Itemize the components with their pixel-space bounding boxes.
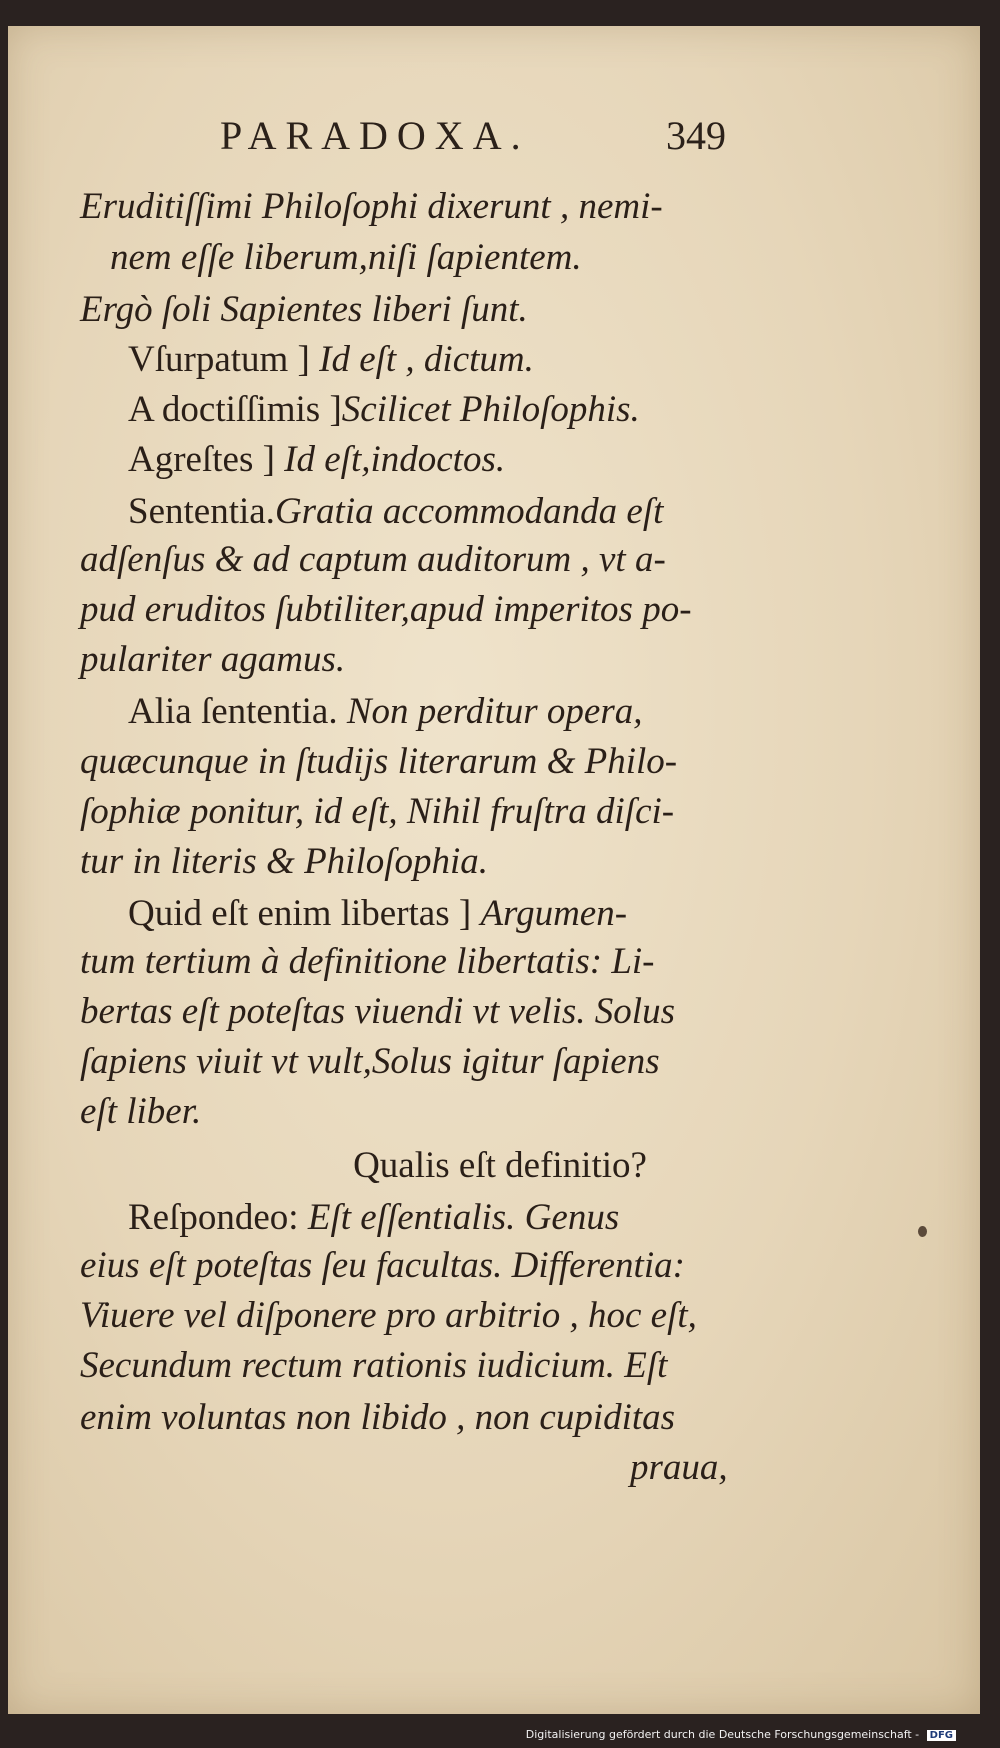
text-segment: Eruditiſſimi Philoſophi dixerunt , nemi- bbox=[80, 186, 663, 227]
text-line bbox=[80, 288, 528, 332]
text-segment: pulariter agamus. bbox=[80, 639, 346, 680]
text-segment: bertas eſt poteſtas viuendi vt velis. Solus bbox=[80, 991, 675, 1032]
running-title: PARADOXA. bbox=[220, 113, 530, 158]
text-segment: Viuere vel diſponere pro arbitrio , hoc eſt, bbox=[80, 1295, 697, 1336]
text-segment: A doctiſſimis ] bbox=[128, 389, 342, 430]
text-segment: praua, bbox=[630, 1447, 728, 1488]
text-segment: eius eſt poteſtas ſeu facultas. Differentia: bbox=[80, 1245, 685, 1286]
text-segment: ſophiæ ponitur, id eſt, Nihil fruſtra diſci- bbox=[80, 791, 675, 832]
text-segment: Alia ſententia. bbox=[128, 691, 347, 732]
text-segment: Eſt eſſentialis. Genus bbox=[307, 1197, 620, 1238]
text-line bbox=[80, 990, 675, 1034]
paper-blemish bbox=[918, 1226, 927, 1237]
text-segment: Agreſtes ] bbox=[128, 439, 285, 480]
text-segment: Gratia accommodanda eſt bbox=[274, 491, 664, 532]
text-segment: quæcunque in ſtudijs literarum & Philo- bbox=[80, 741, 678, 782]
text-line bbox=[128, 1196, 619, 1240]
text-segment: enim voluntas non libido , non cupiditas bbox=[80, 1397, 676, 1438]
text-line bbox=[80, 840, 488, 884]
text-line bbox=[80, 1244, 685, 1288]
text-line bbox=[80, 1040, 660, 1084]
text-segment: Quid eſt enim libertas ] bbox=[128, 893, 481, 934]
text-segment: nem eſſe liberum,niſi ſapientem. bbox=[110, 237, 582, 278]
page-number: 349 bbox=[666, 113, 726, 158]
text-line bbox=[80, 1090, 201, 1134]
text-line bbox=[80, 185, 663, 229]
text-segment: Vſurpatum ] bbox=[128, 339, 320, 380]
digitization-credit bbox=[526, 1728, 956, 1741]
text-line bbox=[128, 892, 627, 936]
text-line bbox=[128, 438, 505, 482]
text-segment: Non perditur opera, bbox=[346, 691, 643, 732]
text-segment: Reſpondeo: bbox=[128, 1197, 308, 1238]
text-line bbox=[128, 490, 663, 534]
text-segment: Ergò ſoli Sapientes liberi ſunt. bbox=[80, 289, 528, 330]
text-line bbox=[0, 1144, 1000, 1188]
text-segment: tur in literis & Philoſophia. bbox=[80, 841, 489, 882]
text-line bbox=[80, 1396, 675, 1440]
text-line bbox=[80, 940, 655, 984]
text-line bbox=[630, 1446, 728, 1490]
text-segment: Id eſt,indoctos. bbox=[284, 439, 506, 480]
text-line bbox=[128, 690, 643, 734]
text-segment: eſt liber. bbox=[80, 1091, 202, 1132]
text-segment: Scilicet Philoſophis. bbox=[341, 389, 640, 430]
text-segment: Qualis eſt definitio? bbox=[353, 1145, 647, 1186]
credit-text: Digitalisierung gefördert durch die Deutsche Forschungsgemeinschaft - bbox=[525, 1728, 920, 1741]
text-segment: Secundum rectum rationis iudicium. Eſt bbox=[80, 1345, 668, 1386]
text-line bbox=[128, 388, 640, 432]
text-segment: Id eſt , dictum. bbox=[319, 339, 534, 380]
text-line bbox=[128, 338, 534, 382]
text-line bbox=[80, 790, 674, 834]
text-line bbox=[80, 740, 677, 784]
text-segment: pud eruditos ſubtiliter,apud imperitos po- bbox=[80, 589, 692, 630]
text-line bbox=[80, 1294, 697, 1338]
text-line bbox=[80, 1344, 667, 1388]
text-segment: ſapiens viuit vt vult,Solus igitur ſapiens bbox=[80, 1041, 660, 1082]
text-segment: Argumen- bbox=[480, 893, 628, 934]
text-line bbox=[80, 638, 345, 682]
text-line bbox=[110, 236, 582, 280]
text-line bbox=[80, 538, 666, 582]
dfg-logo: DFG bbox=[927, 1730, 956, 1741]
text-segment: Sententia. bbox=[128, 491, 275, 532]
text-line bbox=[80, 588, 692, 632]
text-segment: tum tertium à definitione libertatis: Li- bbox=[80, 941, 655, 982]
text-segment: adſenſus & ad captum auditorum , vt a- bbox=[80, 539, 666, 580]
